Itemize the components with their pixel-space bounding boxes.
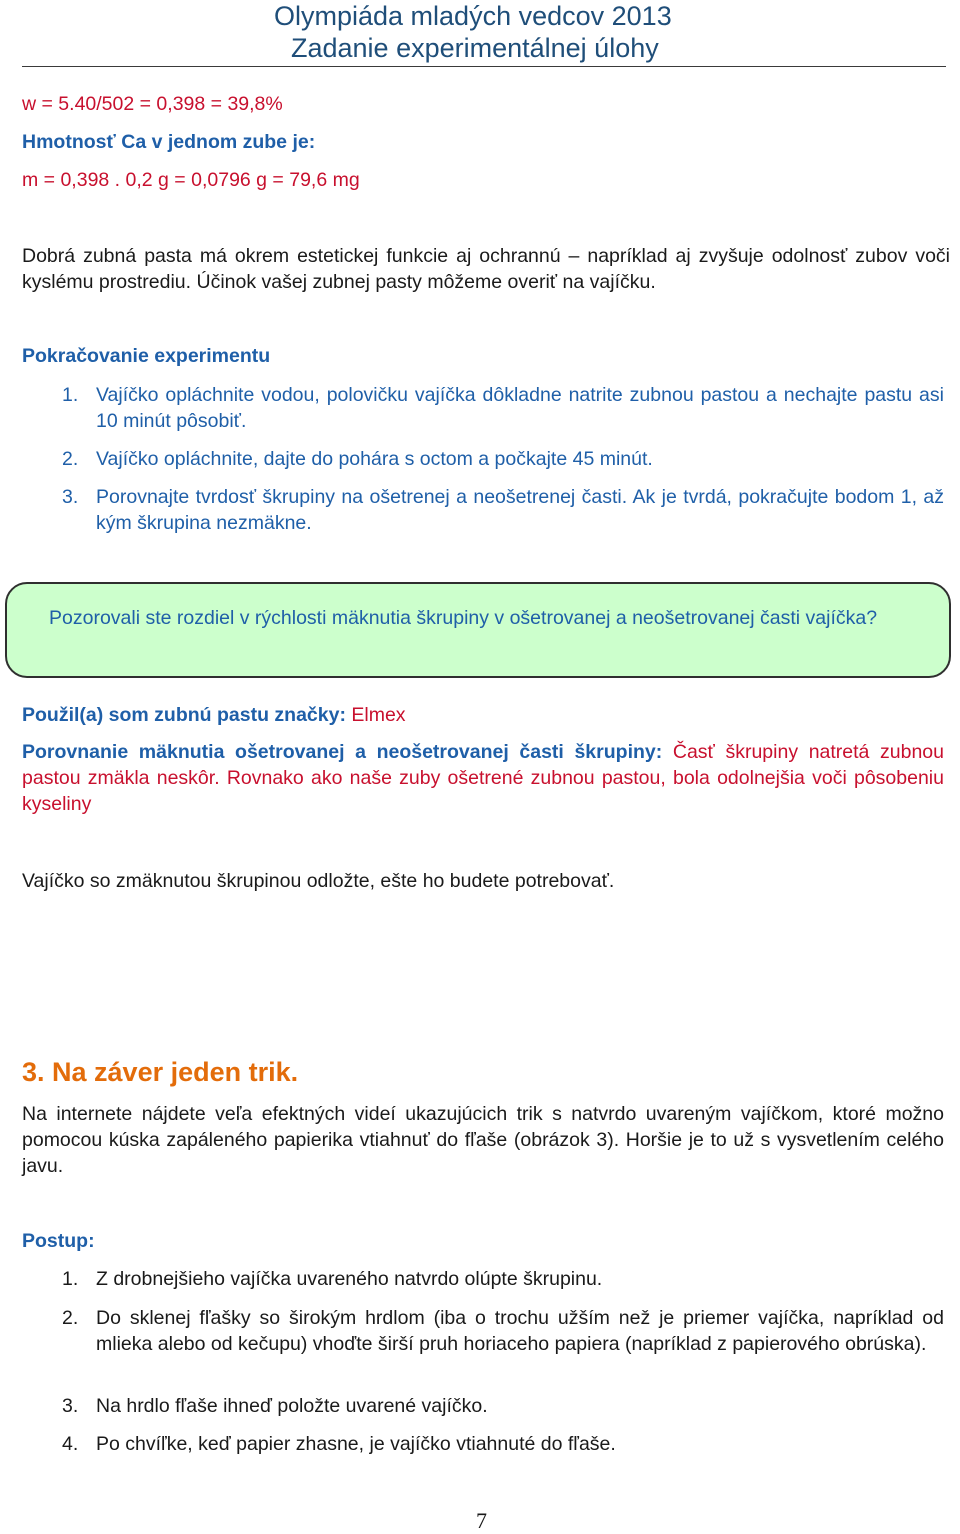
w-calculation: w = 5.40/502 = 0,398 = 39,8% bbox=[22, 93, 283, 115]
header-subtitle: Zadanie experimentálnej úlohy bbox=[291, 33, 659, 63]
mass-heading: Hmotnosť Ca v jednom zube je: bbox=[22, 131, 316, 153]
compare-label: Porovnanie mäknutia ošetrovanej a neošetrovanej časti škrupiny: bbox=[22, 741, 663, 763]
paste-value: Elmex bbox=[351, 704, 406, 726]
step-text: Z drobnejšieho vajíčka uvareného natvrdo olúpte škrupinu. bbox=[96, 1268, 603, 1290]
page-number: 7 bbox=[476, 1508, 487, 1533]
continuation-heading: Pokračovanie experimentu bbox=[22, 345, 271, 367]
continuation-step bbox=[62, 446, 944, 474]
step-text: Vajíčko opláchnite vodou, polovičku vajíčka dôkladne natrite zubnou pastou a nechajte pastu asi 10 minút pôsobiť. bbox=[96, 384, 944, 432]
section-title: 3. Na záver jeden trik. bbox=[22, 1057, 299, 1087]
question-callout bbox=[5, 582, 951, 678]
section-paragraph: Na internete nájdete veľa efektných videí ukazujúcich trik s natvrdo uvareným vajíčkom, ktoré možno pomocou kúska zapáleného papierika vtiahnuť do fľaše (obrázok 3). Horšie je to už s vysvetlením celého javu. bbox=[22, 1103, 944, 1177]
header-title: Olympiáda mladých vedcov 2013 bbox=[274, 1, 672, 31]
step-text: Vajíčko opláchnite, dajte do pohára s octom a počkajte 45 minút. bbox=[96, 448, 653, 470]
step-number: 1. bbox=[62, 1268, 79, 1290]
step-text: Po chvíľke, keď papier zhasne, je vajíčko vtiahnuté do fľaše. bbox=[96, 1433, 616, 1455]
continuation-step bbox=[62, 382, 944, 436]
step-text: Na hrdlo fľaše ihneď položte uvarené vajíčko. bbox=[96, 1395, 488, 1417]
step-number: 3. bbox=[62, 1395, 79, 1417]
step-number: 2. bbox=[62, 1307, 79, 1329]
callout-question: Pozorovali ste rozdiel v rýchlosti mäknutia škrupiny v ošetrovanej a neošetrovanej časti vajíčka? bbox=[49, 607, 878, 629]
m-calculation: m = 0,398 . 0,2 g = 0,0796 g = 79,6 mg bbox=[22, 169, 360, 191]
header-divider bbox=[22, 66, 946, 67]
paste-label: Použil(a) som zubnú pastu značky: bbox=[22, 704, 346, 726]
intro-paragraph: Dobrá zubná pasta má okrem estetickej funkcie aj ochrannú – napríklad aj zvyšuje odolnosť zubov voči kyslému prostrediu. Účinok vašej zubnej pasty môžeme overiť na vajíčku. bbox=[22, 245, 950, 293]
step-number: 1. bbox=[62, 384, 79, 406]
step-text: Porovnajte tvrdosť škrupiny na ošetrenej a neošetrenej časti. Ak je tvrdá, pokračujte bodom 1, až kým škrupina nezmäkne. bbox=[96, 486, 944, 534]
procedure-step bbox=[62, 1305, 944, 1385]
step-text: Do sklenej fľašky so širokým hrdlom (iba o trochu užším než je priemer vajíčka, napríklad od mlieka alebo od kečupu) vhoďte širší pruh horiaceho papiera (napríklad z papierového obrúska). bbox=[96, 1307, 944, 1355]
compare-value: Časť škrupiny natretá zubnou pastou zmäkla neskôr. Rovnako ako naše zuby ošetrené zubnou pastou, bola odolnejšia voči pôsobeniu kyseliny bbox=[22, 741, 944, 815]
step-number: 4. bbox=[62, 1433, 79, 1455]
procedure-heading: Postup: bbox=[22, 1230, 95, 1252]
compare-answer bbox=[22, 739, 944, 817]
egg-note: Vajíčko so zmäknutou škrupinou odložte, ešte ho budete potrebovať. bbox=[22, 870, 615, 892]
step-number: 2. bbox=[62, 448, 79, 470]
procedure-step bbox=[62, 1431, 944, 1459]
procedure-step bbox=[62, 1266, 944, 1294]
continuation-step bbox=[62, 484, 944, 538]
paste-answer bbox=[22, 702, 950, 728]
procedure-step bbox=[62, 1393, 944, 1421]
step-number: 3. bbox=[62, 486, 79, 508]
